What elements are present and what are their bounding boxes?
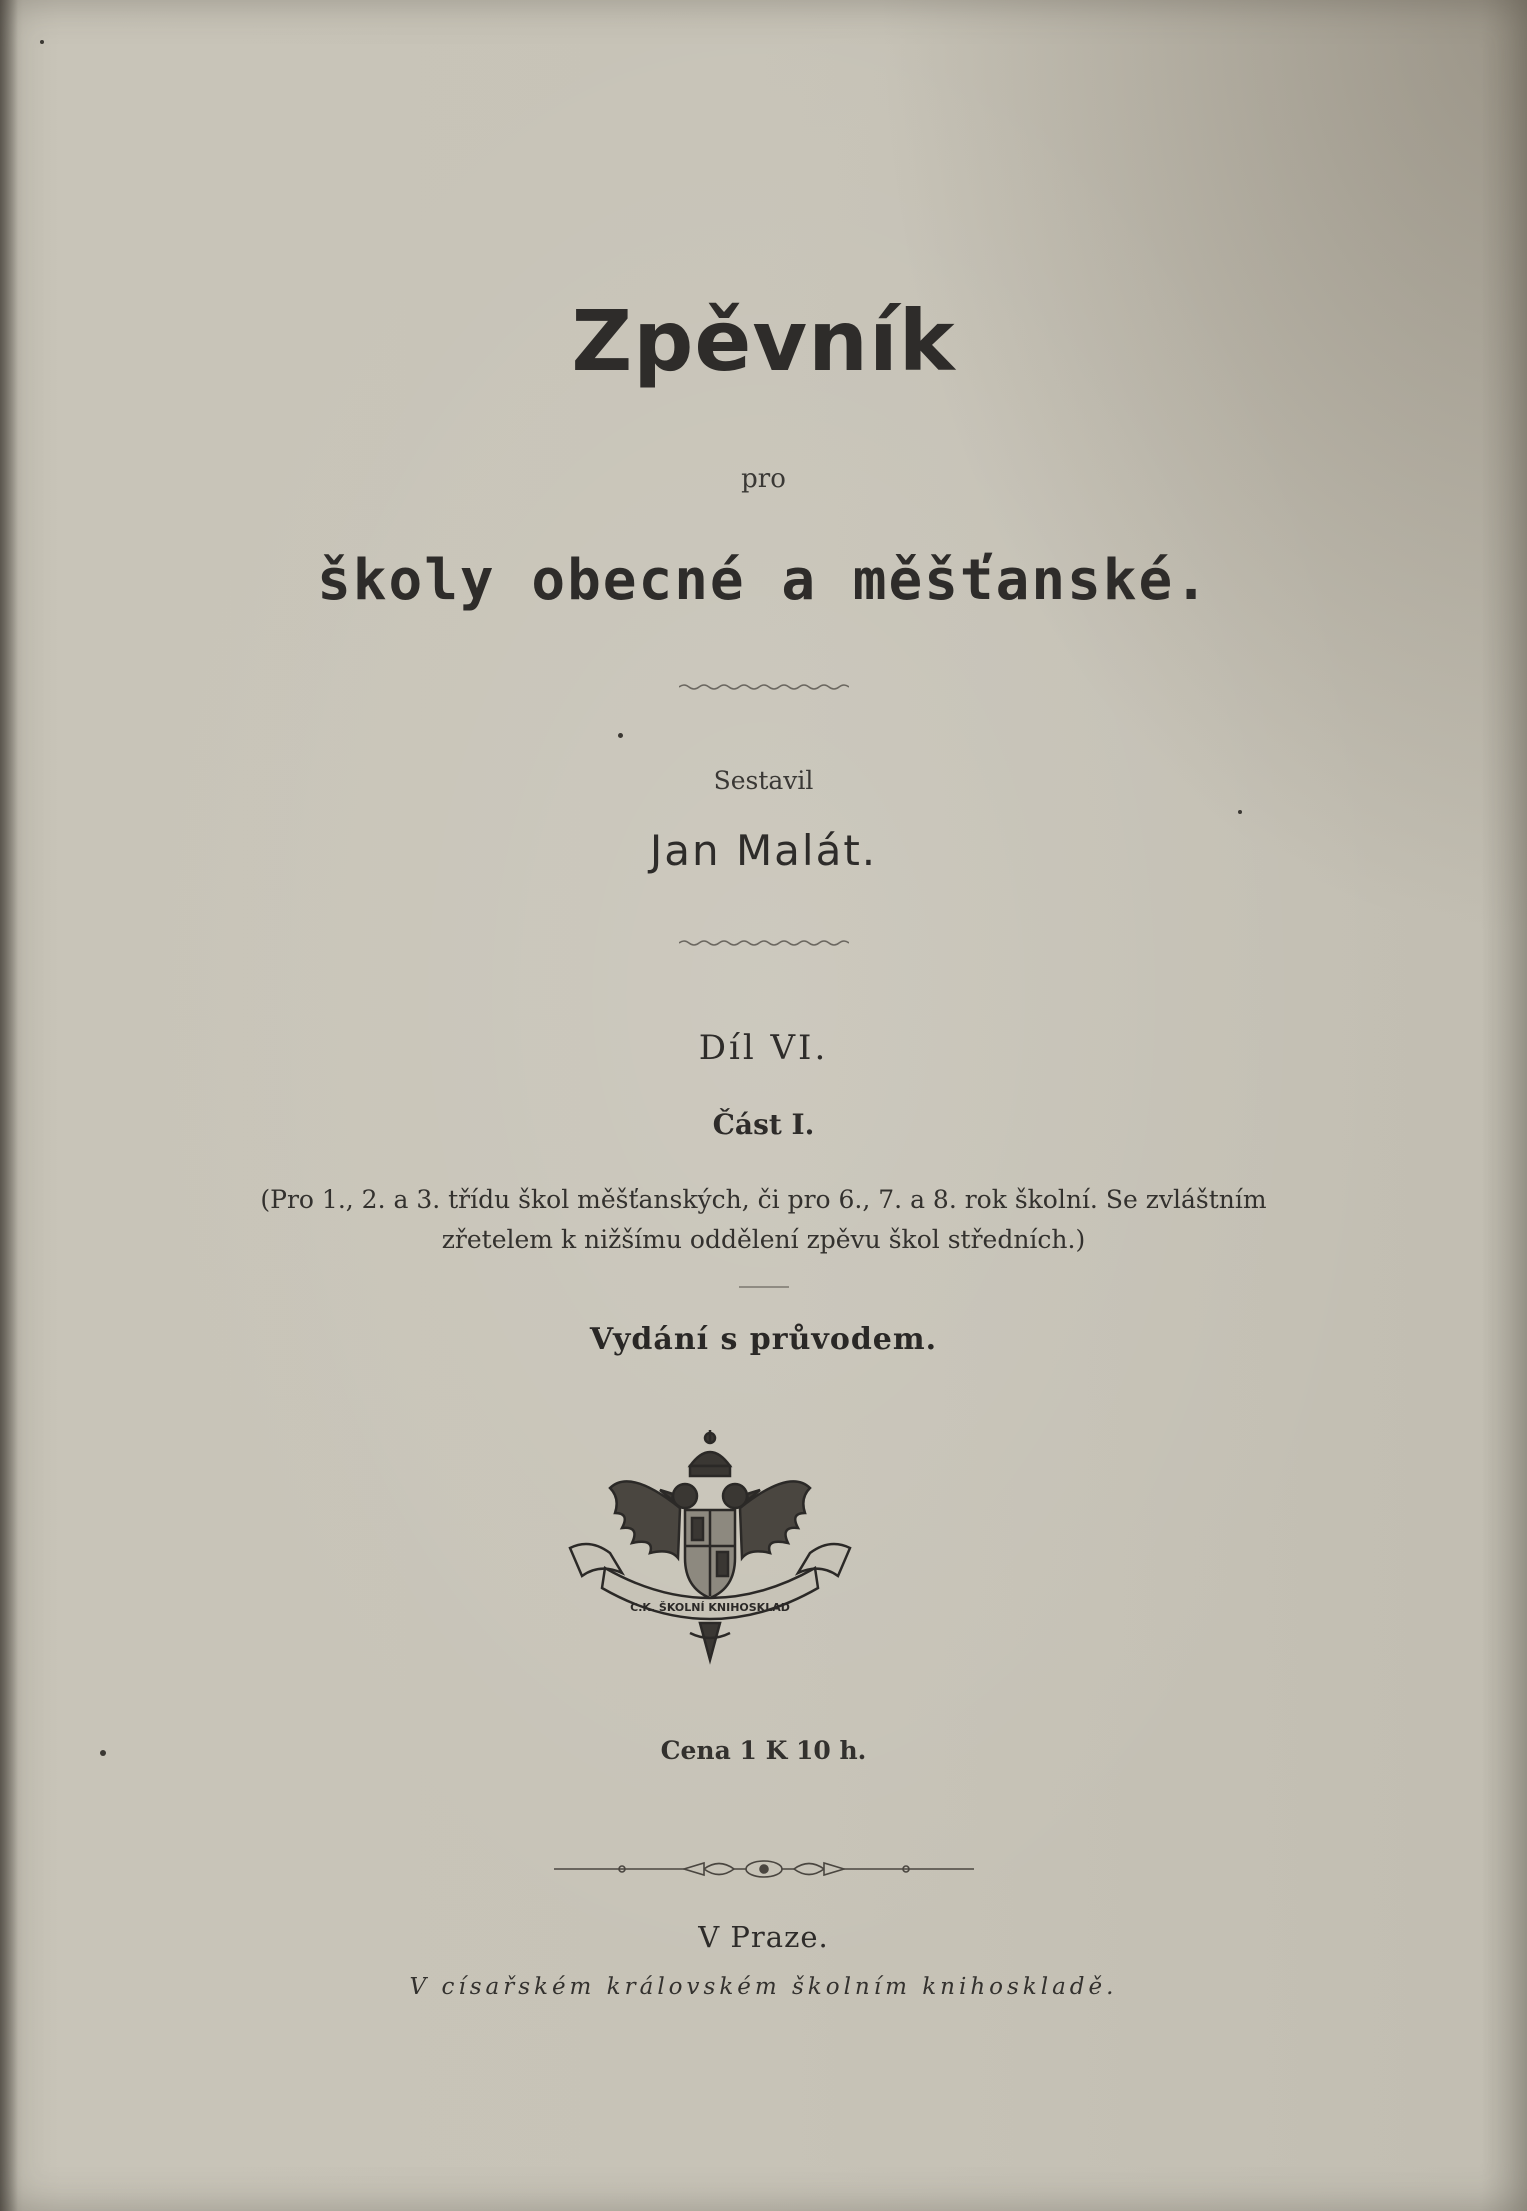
price-label: Cena 1 K 10 h. (660, 1736, 867, 1765)
paper-speck (100, 1750, 106, 1756)
paper-speck (1238, 810, 1242, 814)
book-title: Zpěvník (571, 292, 956, 390)
description-line-1: (Pro 1., 2. a 3. třídu škol měšťanských, či pro 6., 7. a 8. rok školní. Se zvláštním (260, 1185, 1267, 1214)
title-connector: pro (741, 464, 786, 494)
wavy-rule-top (0, 682, 1527, 692)
book-subtitle: školy obecné a měšťanské. (317, 548, 1210, 613)
paper-speck (40, 40, 44, 44)
part-label: Část I. (712, 1108, 815, 1141)
publisher-name: V císařském královském školním knihoskladě. (409, 1974, 1118, 2000)
wavy-rule-middle (0, 938, 1527, 948)
imperial-eagle-emblem-icon (560, 1428, 860, 1668)
short-rule (0, 1284, 1527, 1290)
compiled-by-label: Sestavil (713, 766, 814, 795)
ornamental-rule (0, 1858, 1527, 1880)
publication-city: V Praze. (698, 1920, 829, 1954)
description (0, 1180, 1527, 1260)
description-line-2: zřetelem k nižšímu oddělení zpěvu škol středních.) (441, 1225, 1086, 1254)
edition-label: Vydání s průvodem. (589, 1322, 938, 1357)
volume-label: Díl VI. (698, 1028, 829, 1068)
author-name: Jan Malát. (649, 826, 878, 875)
paper-speck (618, 733, 623, 738)
emblem-banner-text: C.K. ŠKOLNÍ KNIHOSKLAD (630, 1601, 790, 1614)
